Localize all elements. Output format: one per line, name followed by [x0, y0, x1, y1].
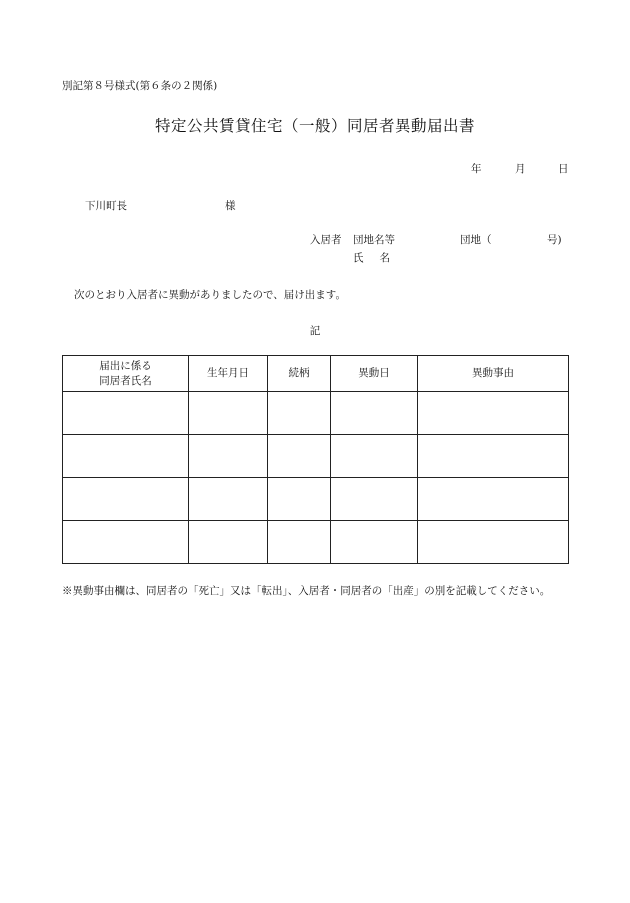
- table-row: [63, 521, 569, 564]
- table-row: [63, 392, 569, 435]
- cell-person-name[interactable]: [63, 478, 189, 521]
- cell-change-date[interactable]: [331, 435, 418, 478]
- resident-label: 入居者: [310, 234, 342, 246]
- cell-person-name[interactable]: [63, 392, 189, 435]
- addressee-name: 下川町長: [85, 200, 127, 212]
- date-year-label: 年: [471, 163, 482, 175]
- cell-relationship[interactable]: [268, 435, 331, 478]
- cell-person-name[interactable]: [63, 521, 189, 564]
- ki-heading: 記: [309, 325, 321, 337]
- date-day-label: 日: [558, 163, 569, 175]
- header-relationship: 続柄: [268, 356, 331, 392]
- cell-change-date[interactable]: [331, 478, 418, 521]
- cell-relationship[interactable]: [268, 478, 331, 521]
- cell-reason[interactable]: [418, 435, 569, 478]
- header-change-date: 異動日: [331, 356, 418, 392]
- cell-change-date[interactable]: [331, 392, 418, 435]
- table-row: [63, 435, 569, 478]
- cell-birthdate[interactable]: [189, 521, 268, 564]
- table-header-row: [63, 356, 569, 392]
- applicant-name-label: 氏名: [353, 252, 406, 264]
- cell-reason[interactable]: [418, 392, 569, 435]
- cell-birthdate[interactable]: [189, 435, 268, 478]
- danchi-name-label: 団地名等: [353, 234, 395, 246]
- document-title: 特定公共賃貸住宅（一般）同居者異動届出書: [154, 117, 475, 135]
- footnote: ※異動事由欄は、同居者の「死亡」又は「転出」、入居者・同居者の「出産」の別を記載してください。: [62, 585, 551, 597]
- date-month-label: 月: [515, 163, 526, 175]
- change-table: [62, 355, 569, 564]
- cell-relationship[interactable]: [268, 521, 331, 564]
- cell-person-name[interactable]: [63, 435, 189, 478]
- form-number: 別記第８号様式(第６条の２関係): [62, 80, 218, 92]
- cell-reason[interactable]: [418, 478, 569, 521]
- cell-reason[interactable]: [418, 521, 569, 564]
- unit-number-suffix: 号): [547, 234, 562, 246]
- danchi-suffix: 団地（: [460, 234, 492, 246]
- cell-birthdate[interactable]: [189, 478, 268, 521]
- cell-change-date[interactable]: [331, 521, 418, 564]
- header-birthdate: 生年月日: [189, 356, 268, 392]
- header-person-name: [63, 356, 189, 392]
- intro-text: 次のとおり入居者に異動がありましたので、届け出ます。: [74, 289, 346, 301]
- header-reason: 異動事由: [418, 356, 569, 392]
- table-row: [63, 478, 569, 521]
- cell-birthdate[interactable]: [189, 392, 268, 435]
- cell-relationship[interactable]: [268, 392, 331, 435]
- header-person-line2: 同居者氏名: [99, 374, 152, 387]
- addressee-honorific: 様: [225, 200, 236, 212]
- header-person-line1: 届出に係る: [99, 359, 152, 372]
